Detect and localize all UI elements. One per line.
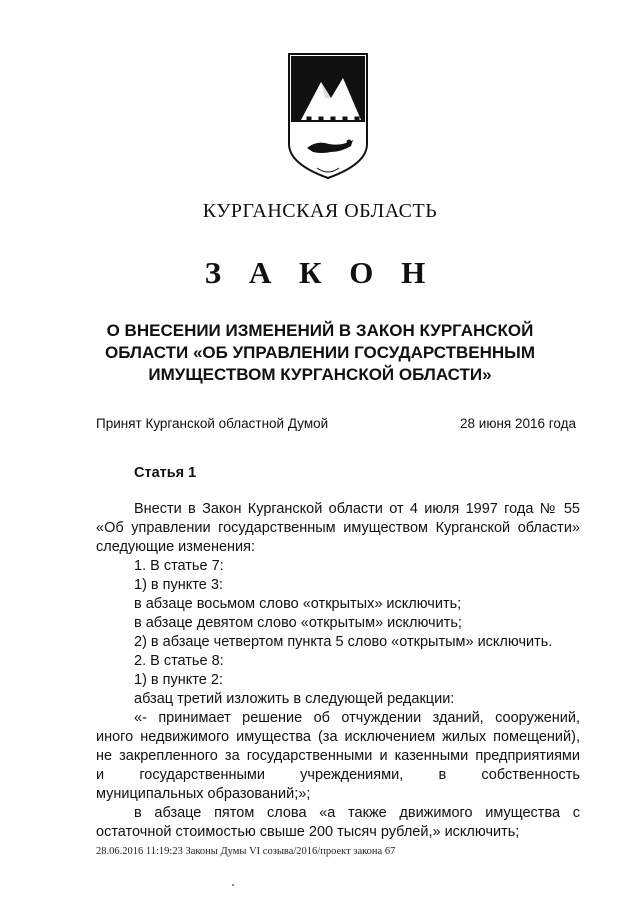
list-item: абзац третий изложить в следующей редакции: xyxy=(134,691,455,707)
list-item: 2. В статье 8: xyxy=(134,653,224,669)
footer-stamp: 28.06.2016 11:19:23 Законы Думы VI созыва/2016/проект закона 67 xyxy=(96,846,396,857)
quote-line: не закрепленного за государственными и казенными предприятиями xyxy=(96,748,580,764)
quote-line xyxy=(96,766,580,785)
list-item: 2) в абзаце четвертом пункта 5 слово «открытым» исключить. xyxy=(134,634,553,650)
subject-line: ОБЛАСТИ «ОБ УПРАВЛЕНИИ ГОСУДАРСТВЕННЫМ xyxy=(105,343,535,362)
list-item: в абзаце девятом слово «открытым» исключить; xyxy=(134,615,462,631)
list-item: 1. В статье 7: xyxy=(134,558,224,574)
article-heading: Статья 1 xyxy=(134,465,197,481)
quote-word: учреждениями, xyxy=(300,767,404,783)
quote-word: государственными xyxy=(139,767,265,783)
document-type-title: З А К О Н xyxy=(204,255,436,290)
quote-line: иного недвижимого имущества (за исключением жилых помещений), xyxy=(96,729,580,745)
coat-of-arms-emblem xyxy=(287,52,369,180)
quote-word: собственность xyxy=(481,767,580,783)
article-intro: Внести в Закон Курганской области от 4 июля 1997 года № 55 «Об управлении государственным имуществом Курганской области» следующие изменения: xyxy=(96,501,580,555)
region-title: КУРГАНСКАЯ ОБЛАСТЬ xyxy=(202,200,438,222)
list-item: 1) в пункте 2: xyxy=(134,672,223,688)
final-paragraph: в абзаце пятом слова «а также движимого имущества с остаточной стоимостью свыше 200 тысяч рублей,» исключить; xyxy=(96,805,580,840)
scan-speck xyxy=(232,884,234,886)
coat-of-arms-icon xyxy=(287,52,369,180)
quote-word: и xyxy=(96,767,105,783)
list-item: в абзаце восьмом слово «открытых» исключить; xyxy=(134,596,462,612)
quote-line: «- принимает решение об отчуждении зданий, сооружений, xyxy=(134,710,580,726)
quote-line: муниципальных образований;»; xyxy=(96,786,311,802)
subject-line: О ВНЕСЕНИИ ИЗМЕНЕНИЙ В ЗАКОН КУРГАНСКОЙ xyxy=(106,321,534,340)
quote-word: в xyxy=(438,767,447,783)
article-body xyxy=(96,500,580,842)
subject-line: ИМУЩЕСТВОМ КУРГАНСКОЙ ОБЛАСТИ» xyxy=(148,365,492,384)
adoption-date: 28 июня 2016 года xyxy=(460,416,576,431)
adopted-by: Принят Курганской областной Думой xyxy=(96,416,329,431)
list-item: 1) в пункте 3: xyxy=(134,577,223,593)
law-subject-title xyxy=(100,320,540,386)
